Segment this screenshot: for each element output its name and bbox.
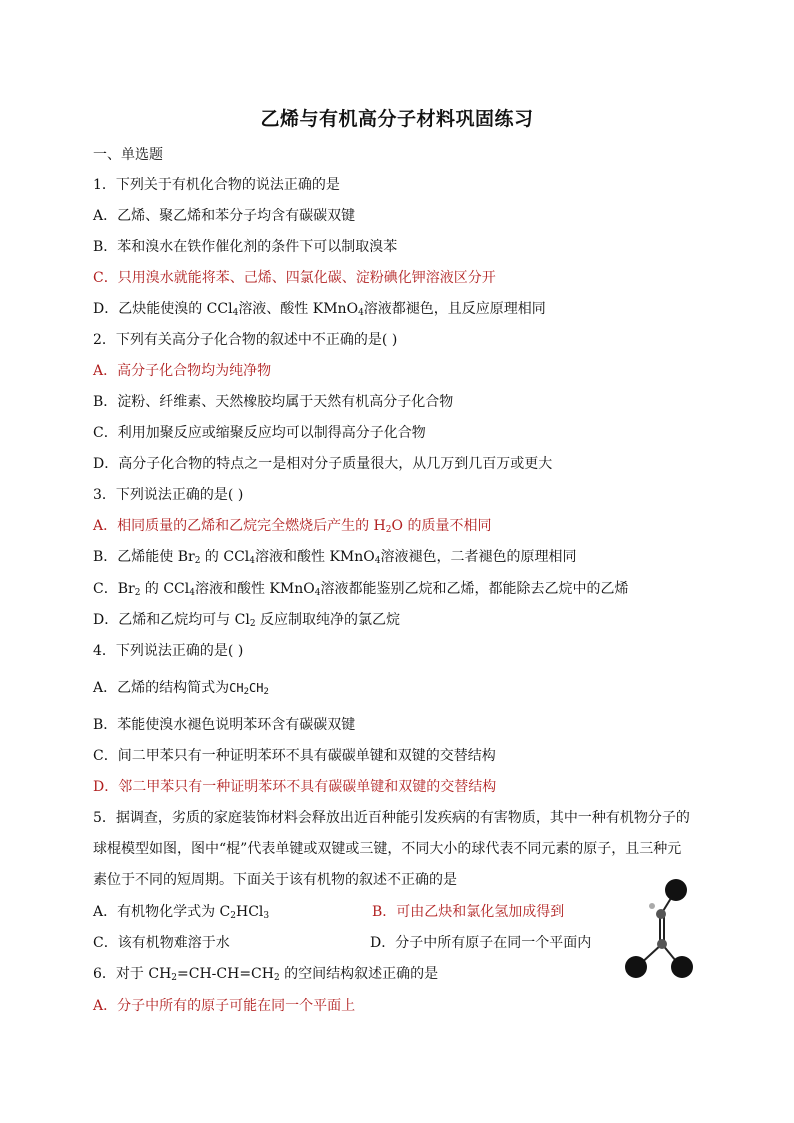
q4-option-a [93,679,269,697]
text: A．相同质量的乙烯和乙烷完全燃烧后产生的 H [93,518,386,534]
q5-stem-line3: 素位于不同的短周期。下面关于该有机物的叙述不正确的是 [93,872,457,888]
text: D．乙炔能使溴的 CCl [93,301,233,317]
text: A．乙烯的结构简式为 [93,680,230,696]
q3-option-b [93,548,576,566]
text: 6．对于 CH [93,966,172,982]
q5-option-c: C．该有机物难溶于水 [93,935,230,951]
q3-option-c [93,580,628,598]
q1-option-c-answer: C．只用溴水就能将苯、己烯、四氯化碳、淀粉碘化钾溶液区分开 [93,270,496,286]
text: 溶液都褪色，且反应原理相同 [363,301,546,317]
subscript: 4 [249,556,255,566]
page-title: 乙烯与有机高分子材料巩固练习 [260,108,534,130]
q6-stem [93,965,438,983]
atom-hydrogen [649,903,655,909]
bonds [638,890,680,966]
subscript: 2 [263,687,269,697]
q2-option-a-answer: A．高分子化合物均为纯净物 [93,363,272,379]
atom-carbon [656,909,666,919]
q3-option-d [93,611,400,629]
text: 溶液和酸性 KMnO [255,549,375,565]
text: A．有机物化学式为 C [93,904,231,920]
text: B．乙烯能使 Br [93,549,195,565]
text: HCl [236,904,264,920]
q1-option-a: A．乙烯、聚乙烯和苯分子均含有碳碳双键 [93,208,356,224]
q5-option-d: D．分子中所有原子在同一个平面内 [370,935,592,951]
text: 反应制取纯净的氯乙烷 [255,612,401,628]
text: C．Br [93,581,135,597]
text: 溶液都能鉴别乙烷和乙烯，都能除去乙烷中的乙烯 [320,581,629,597]
subscript: 2 [134,588,141,598]
q2-option-b: B．淀粉、纤维素、天然橡胶均属于天然有机高分子化合物 [93,394,454,410]
atom-chlorine [671,956,693,978]
section-heading: 一、单选题 [93,147,163,163]
q4-option-d-answer: D．邻二甲苯只有一种证明苯环不具有碳碳单键和双键的交替结构 [93,779,497,795]
q5-stem-line2: 球棍模型如图，图中“棍”代表单键或双键或三键，不同大小的球代表不同元素的原子，且三种元 [93,841,682,857]
subscript: 2 [385,525,392,535]
text: 的空间结构叙述正确的是 [279,966,439,982]
text: =CH-CH=CH [177,966,274,982]
formula [229,681,269,695]
q4-option-c: C．间二甲苯只有一种证明苯环不具有碳碳单键和双键的交替结构 [93,748,496,764]
text: 溶液褪色，二者褪色的原理相同 [380,549,577,565]
q5-option-a [93,903,269,921]
q1-stem: 1．下列关于有机化合物的说法正确的是 [93,177,340,193]
text: 的 CCl [140,581,190,597]
q2-option-d: D．高分子化合物的特点之一是相对分子质量很大，从几万到几百万或更大 [93,456,553,472]
subscript: 3 [263,911,270,921]
subscript: 4 [374,556,381,566]
text: 溶液和酸性 KMnO [194,581,315,597]
subscript: 2 [273,973,280,983]
q3-option-a-answer [93,517,491,535]
subscript: 4 [358,308,364,318]
subscript: 4 [189,588,195,598]
subscript: 2 [230,911,237,921]
subscript: 2 [249,619,256,629]
q2-stem: 2．下列有关高分子化合物的叙述中不正确的是( ) [93,332,398,348]
q3-stem: 3．下列说法正确的是( ) [93,487,244,503]
subscript: 2 [243,687,249,697]
text: D．乙烯和乙烷均可与 Cl [93,612,250,628]
q2-option-c: C．利用加聚反应或缩聚反应均可以制得高分子化合物 [93,425,426,441]
subscript: 2 [194,556,201,566]
atom-chlorine [625,956,647,978]
text: CH [229,681,244,695]
atom-chlorine [665,879,687,901]
q5-stem-line1: 5．据调查，劣质的家庭装饰材料会释放出近百种能引发疾病的有害物质，其中一种有机物分子的 [93,810,690,826]
q4-stem: 4．下列说法正确的是( ) [93,643,244,659]
ball-and-stick-model-figure [620,876,700,986]
subscript: 4 [314,588,321,598]
q6-option-a-answer: A．分子中所有的原子可能在同一个平面上 [93,998,356,1014]
q5-option-b-answer: B．可由乙炔和氯化氢加成得到 [372,904,565,920]
q1-option-b: B．苯和溴水在铁作催化剂的条件下可以制取溴苯 [93,239,398,255]
subscript: 4 [232,308,239,318]
q1-option-d [93,300,546,318]
subscript: 2 [171,973,178,983]
text: CH [249,681,264,695]
atom-carbon [657,939,667,949]
text: 的 CCl [200,549,250,565]
text: O 的质量不相同 [391,518,492,534]
text: 溶液、酸性 KMnO [238,301,359,317]
q4-option-b: B．苯能使溴水褪色说明苯环含有碳碳双键 [93,717,356,733]
